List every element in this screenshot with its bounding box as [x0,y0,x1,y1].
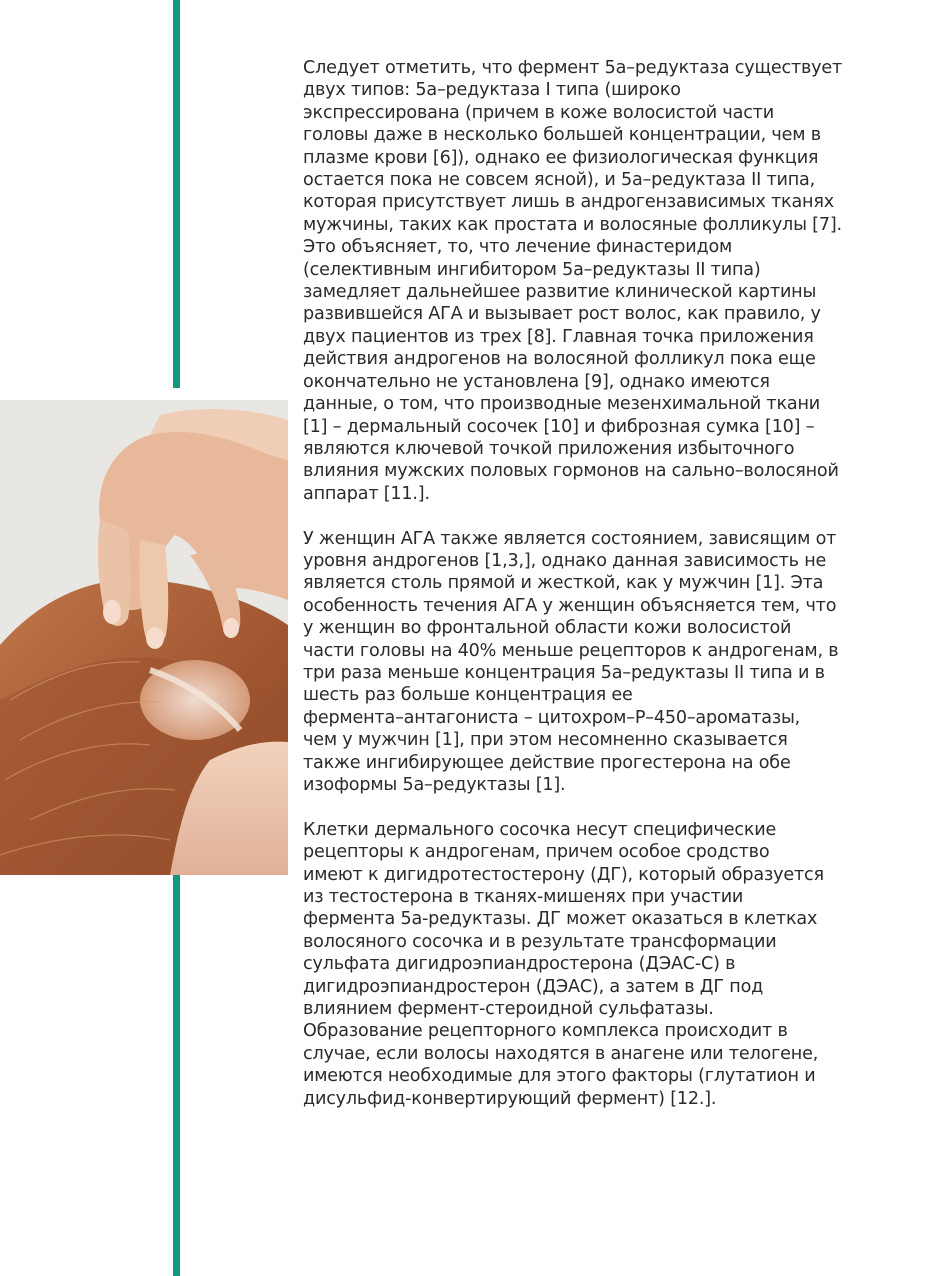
text-line: шесть раз больше концентрация ее [303,685,633,706]
text-line: у женщин во фронтальной области кожи волосистой [303,618,792,639]
text-line: Образование рецепторного комплекса происходит в [303,1021,788,1042]
text-line: плазме крови [6]), однако ее физиологическая функция [303,147,819,168]
article-text [303,57,873,1132]
text-line: особенность течения АГА у женщин объясняется тем, что [303,595,837,616]
text-line: Следует отметить, что фермент 5а–редуктаза существует [303,58,843,78]
text-line: волосяного сосочка и в результате трансформации [303,931,777,952]
text-line: действия андрогенов на волосяной фолликул пока еще [303,349,816,370]
text-line: развившейся АГА и вызывает рост волос, как правило, у [303,304,821,325]
text-line: имеют к дигидротестостерону (ДГ), который образуется [303,864,824,885]
text-line: части головы на 40% меньше рецепторов к андрогенам, в [303,640,839,661]
text-line: двух типов: 5а–редуктаза I типа (широко [303,80,681,101]
text-line: мужчины, таких как простата и волосяные фолликулы [7]. [303,214,842,235]
text-line: (селективным ингибитором 5а–редуктазы II типа) [303,259,761,280]
text-line: окончательно не установлена [9], однако имеются [303,371,770,392]
text-line: влиянием фермент-стероидной сульфатазы. [303,999,714,1020]
text-line: являются ключевой точкой приложения избыточного [303,438,795,459]
hair-photo [0,400,288,875]
text-line: изоформы 5а–редуктазы [1]. [303,774,566,795]
text-line: дисульфид-конвертирующий фермент) [12.]. [303,1088,717,1109]
text-line: замедляет дальнейшее развитие клинической картины [303,282,817,303]
text-line: дигидроэпиандростерон (ДЭАС), а затем в ДГ под [303,976,764,997]
text-line: аппарат [11.]. [303,483,430,504]
paragraph-3 [303,819,873,1110]
text-line: имеются необходимые для этого факторы (глутатион и [303,1066,816,1087]
hair-photo-icon [0,400,288,875]
text-line: [1] – дермальный сосочек [10] и фиброзная сумка [10] – [303,416,815,437]
text-line: сульфата дигидроэпиандростерона (ДЭАС-С) в [303,954,736,975]
text-line: является столь прямой и жесткой, как у мужчин [1]. Эта [303,573,824,594]
text-line: экспрессирована (причем в коже волосистой части [303,102,774,123]
paragraph-1 [303,57,873,505]
paragraph-2 [303,528,873,797]
text-line: остается пока не совсем ясной), и 5а–редуктаза II типа, [303,170,816,191]
text-line: У женщин АГА также является состоянием, зависящим от [303,528,837,549]
text-line: фермента 5а-редуктазы. ДГ может оказаться в клетках [303,909,818,930]
text-line: случае, если волосы находятся в анагене или телогене, [303,1043,819,1064]
text-line: также ингибирующее действие прогестерона на обе [303,752,791,773]
text-line: из тестостерона в тканях-мишенях при участии [303,887,744,907]
text-line: влияния мужских половых гормонов на сально–волосяной [303,461,839,482]
text-line: рецепторы к андрогенам, причем особое сродство [303,842,770,863]
text-line: головы даже в несколько большей концентрации, чем в [303,125,821,146]
text-line: которая присутствует лишь в андрогензависимых тканях [303,192,834,213]
text-line: данные, о том, что производные мезенхимальной ткани [303,394,820,415]
accent-line-top [173,0,180,388]
text-line: Клетки дермального сосочка несут специфические [303,819,777,840]
text-line: три раза меньше концентрация 5а–редуктазы II типа и в [303,662,825,683]
accent-line-bottom [173,874,180,1276]
text-line: уровня андрогенов [1,3,], однако данная зависимость не [303,550,827,571]
text-line: фермента–антагониста – цитохром–Р–450–ароматазы, [303,707,801,728]
text-line: чем у мужчин [1], при этом несомненно сказывается [303,730,788,751]
text-line: Это объясняет, то, что лечение финастеридом [303,237,733,258]
text-line: двух пациентов из трех [8]. Главная точка приложения [303,326,814,347]
